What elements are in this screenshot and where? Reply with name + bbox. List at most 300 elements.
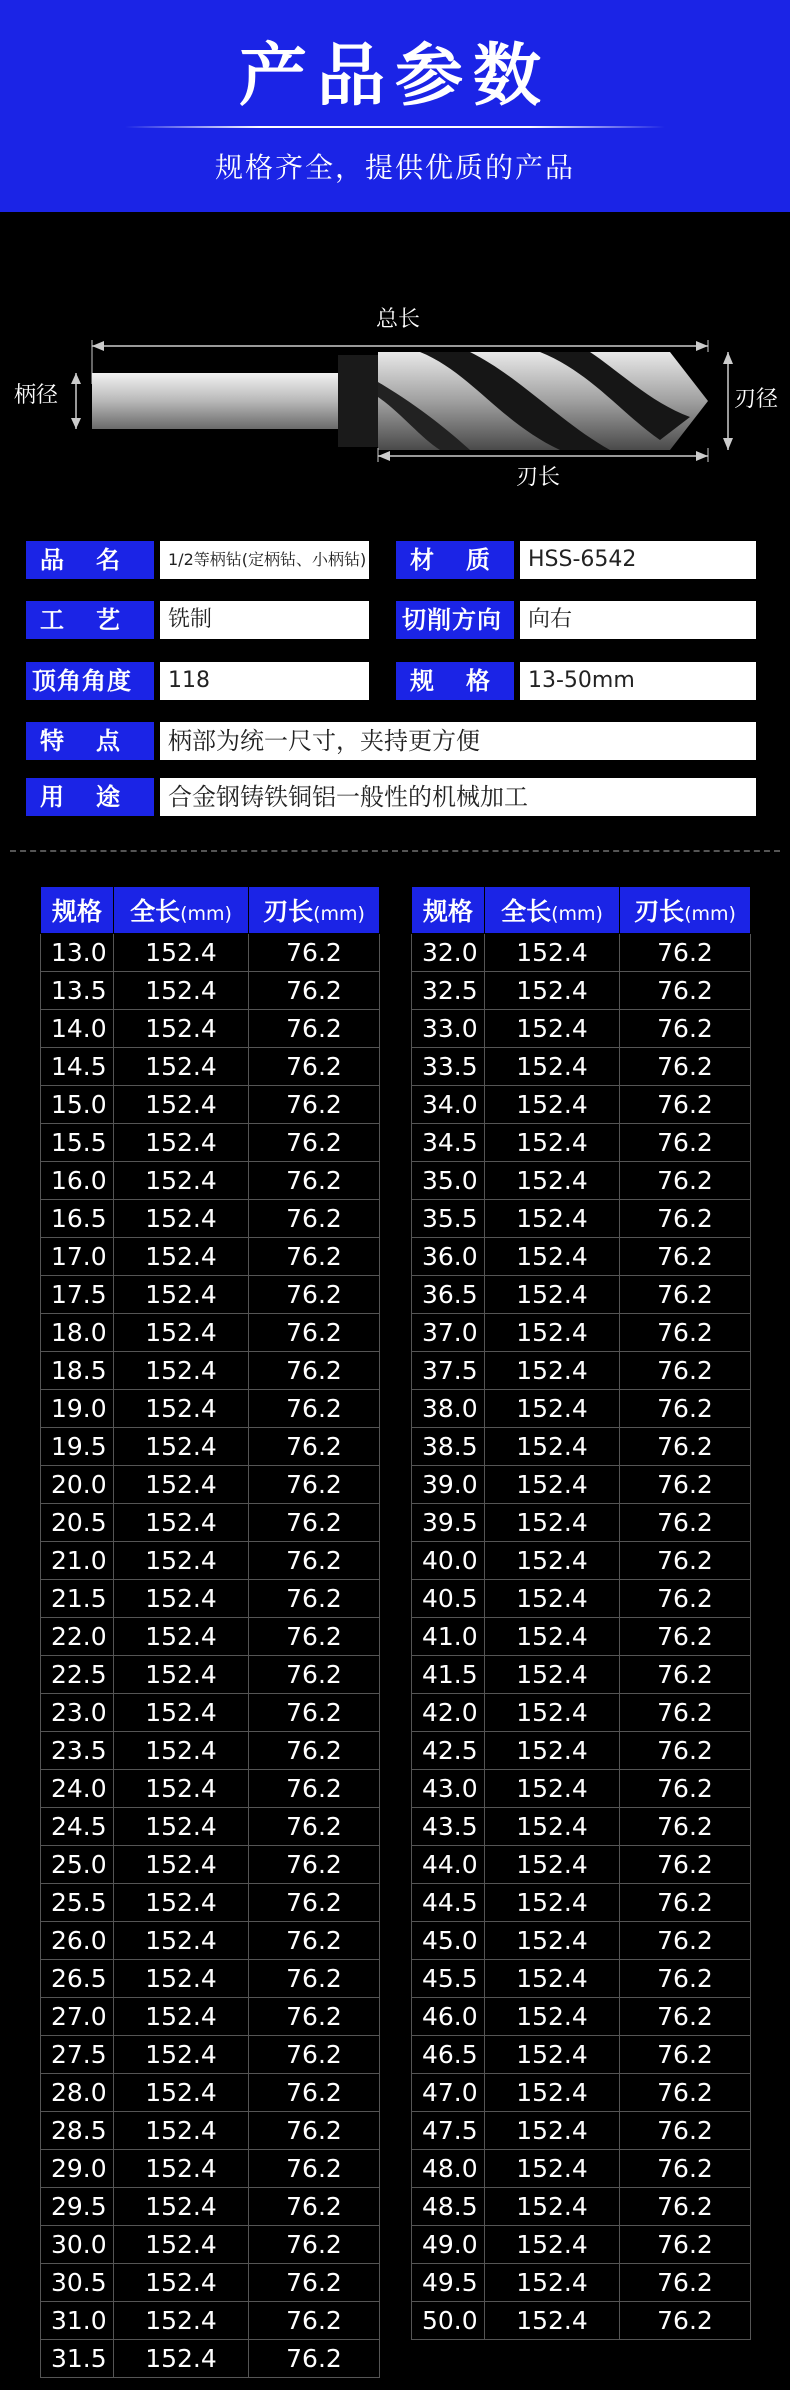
cell-spec: 28.5	[41, 2112, 114, 2150]
cell-total-length: 152.4	[114, 2036, 249, 2074]
cell-spec: 32.0	[412, 934, 485, 972]
cell-spec: 37.0	[412, 1314, 485, 1352]
cell-spec: 15.5	[41, 1124, 114, 1162]
table-row	[412, 2302, 751, 2340]
cell-blade-length: 76.2	[620, 1238, 751, 1276]
cell-total-length: 152.4	[485, 1352, 620, 1390]
table-row	[412, 1656, 751, 1694]
cell-blade-length: 76.2	[249, 934, 380, 972]
cell-spec: 29.0	[41, 2150, 114, 2188]
table-row	[412, 1884, 751, 1922]
cell-total-length: 152.4	[114, 2112, 249, 2150]
table-row	[41, 1884, 380, 1922]
spec-label: 顶角角度	[26, 662, 154, 700]
col-header-total	[114, 887, 249, 934]
cell-total-length: 152.4	[485, 1010, 620, 1048]
cell-spec: 45.5	[412, 1960, 485, 1998]
cell-total-length: 152.4	[485, 1732, 620, 1770]
cell-spec: 27.5	[41, 2036, 114, 2074]
table-row	[412, 1466, 751, 1504]
cell-total-length: 152.4	[114, 1124, 249, 1162]
cell-total-length: 152.4	[114, 2302, 249, 2340]
cell-total-length: 152.4	[114, 1846, 249, 1884]
table-row	[412, 934, 751, 972]
cell-total-length: 152.4	[114, 1922, 249, 1960]
table-row	[41, 1352, 380, 1390]
cell-total-length: 152.4	[114, 1770, 249, 1808]
cell-spec: 43.5	[412, 1808, 485, 1846]
cell-blade-length: 76.2	[249, 1770, 380, 1808]
table-row	[412, 2036, 751, 2074]
table-row	[412, 2188, 751, 2226]
table-row	[412, 1580, 751, 1618]
cell-spec: 43.0	[412, 1770, 485, 1808]
table-row	[41, 1542, 380, 1580]
cell-blade-length: 76.2	[249, 1656, 380, 1694]
table-row	[412, 2074, 751, 2112]
spec-value: 118	[160, 662, 369, 700]
table-row	[41, 1846, 380, 1884]
spec-value: 合金钢铸铁铜铝一般性的机械加工	[160, 778, 756, 816]
col-header-blade	[620, 887, 751, 934]
cell-blade-length: 76.2	[249, 1390, 380, 1428]
cell-spec: 37.5	[412, 1352, 485, 1390]
cell-spec: 25.5	[41, 1884, 114, 1922]
cell-blade-length: 76.2	[620, 1466, 751, 1504]
cell-spec: 16.0	[41, 1162, 114, 1200]
cell-blade-length: 76.2	[620, 1276, 751, 1314]
table-row	[41, 934, 380, 972]
cell-total-length: 152.4	[114, 1618, 249, 1656]
table-row	[41, 2226, 380, 2264]
cell-total-length: 152.4	[485, 2188, 620, 2226]
table-row	[41, 1466, 380, 1504]
cell-spec: 46.0	[412, 1998, 485, 2036]
table-row	[41, 2188, 380, 2226]
cell-spec: 23.0	[41, 1694, 114, 1732]
cell-total-length: 152.4	[114, 2226, 249, 2264]
cell-spec: 46.5	[412, 2036, 485, 2074]
spec-value: 柄部为统一尺寸，夹持更方便	[160, 722, 756, 760]
cell-total-length: 152.4	[114, 1352, 249, 1390]
table-row	[41, 972, 380, 1010]
cell-spec: 42.5	[412, 1732, 485, 1770]
cell-total-length: 152.4	[114, 2264, 249, 2302]
cell-total-length: 152.4	[114, 1580, 249, 1618]
cell-total-length: 152.4	[485, 1618, 620, 1656]
cell-total-length: 152.4	[114, 1200, 249, 1238]
spec-row-feature	[26, 722, 756, 760]
cell-blade-length: 76.2	[620, 2112, 751, 2150]
cell-blade-length: 76.2	[620, 1352, 751, 1390]
col-header-unit: (mm)	[313, 903, 365, 925]
cell-total-length: 152.4	[485, 1086, 620, 1124]
cell-total-length: 152.4	[114, 1314, 249, 1352]
drill-illustration	[0, 212, 790, 512]
cell-blade-length: 76.2	[620, 1770, 751, 1808]
spec-row-process	[26, 601, 369, 639]
cell-total-length: 152.4	[114, 2188, 249, 2226]
spec-label: 品 名	[26, 541, 154, 579]
cell-total-length: 152.4	[485, 1390, 620, 1428]
col-header-unit: (mm)	[180, 903, 232, 925]
table-row	[41, 1732, 380, 1770]
table-row	[412, 1960, 751, 1998]
cell-blade-length: 76.2	[249, 1124, 380, 1162]
blade-diameter-label: 刃径	[734, 387, 779, 412]
table-row	[412, 1808, 751, 1846]
cell-spec: 36.0	[412, 1238, 485, 1276]
page-title: 产品参数	[238, 37, 551, 116]
table-row	[41, 2074, 380, 2112]
size-table-right	[411, 886, 751, 2340]
spec-row-angle	[26, 662, 369, 700]
col-header-unit: (mm)	[551, 903, 603, 925]
cell-spec: 35.0	[412, 1162, 485, 1200]
table-row	[412, 1846, 751, 1884]
cell-spec: 47.0	[412, 2074, 485, 2112]
table-row	[41, 1770, 380, 1808]
cell-spec: 29.5	[41, 2188, 114, 2226]
cell-spec: 47.5	[412, 2112, 485, 2150]
table-row	[412, 1352, 751, 1390]
cell-blade-length: 76.2	[620, 1884, 751, 1922]
table-row	[41, 1124, 380, 1162]
table-row	[41, 1428, 380, 1466]
table-row	[412, 1124, 751, 1162]
table-row	[412, 972, 751, 1010]
cell-blade-length: 76.2	[249, 1428, 380, 1466]
cell-spec: 18.0	[41, 1314, 114, 1352]
header-banner	[0, 0, 790, 212]
cell-total-length: 152.4	[485, 1960, 620, 1998]
cell-total-length: 152.4	[485, 1770, 620, 1808]
table-row	[412, 1998, 751, 2036]
cell-spec: 42.0	[412, 1694, 485, 1732]
table-row	[412, 1314, 751, 1352]
cell-total-length: 152.4	[485, 1048, 620, 1086]
cell-total-length: 152.4	[485, 1922, 620, 1960]
cell-spec: 39.0	[412, 1466, 485, 1504]
cell-blade-length: 76.2	[620, 1998, 751, 2036]
cell-total-length: 152.4	[485, 1998, 620, 2036]
table-row	[412, 1504, 751, 1542]
cell-spec: 35.5	[412, 1200, 485, 1238]
table-row	[412, 1732, 751, 1770]
cell-spec: 32.5	[412, 972, 485, 1010]
col-header-blade-text: 刃长	[263, 897, 314, 926]
cell-spec: 14.0	[41, 1010, 114, 1048]
cell-spec: 26.5	[41, 1960, 114, 1998]
table-row	[41, 2302, 380, 2340]
cell-blade-length: 76.2	[249, 1010, 380, 1048]
table-row	[41, 1960, 380, 1998]
table-row	[41, 1618, 380, 1656]
cell-total-length: 152.4	[114, 1998, 249, 2036]
cell-blade-length: 76.2	[620, 934, 751, 972]
cell-spec: 41.5	[412, 1656, 485, 1694]
cell-blade-length: 76.2	[249, 1238, 380, 1276]
col-header-total-text: 全长	[501, 897, 552, 926]
cell-blade-length: 76.2	[620, 1656, 751, 1694]
section-divider	[10, 850, 780, 852]
cell-blade-length: 76.2	[249, 1960, 380, 1998]
table-row	[41, 1314, 380, 1352]
cell-total-length: 152.4	[485, 1276, 620, 1314]
cell-blade-length: 76.2	[249, 1542, 380, 1580]
cell-blade-length: 76.2	[249, 1808, 380, 1846]
cell-blade-length: 76.2	[249, 1694, 380, 1732]
cell-total-length: 152.4	[485, 2264, 620, 2302]
table-row	[41, 2112, 380, 2150]
cell-spec: 24.0	[41, 1770, 114, 1808]
table-row	[41, 1048, 380, 1086]
cell-blade-length: 76.2	[620, 1010, 751, 1048]
spec-row-size	[396, 662, 756, 700]
cell-total-length: 152.4	[114, 934, 249, 972]
cell-blade-length: 76.2	[249, 1580, 380, 1618]
cell-spec: 26.0	[41, 1922, 114, 1960]
cell-blade-length: 76.2	[620, 2074, 751, 2112]
cell-total-length: 152.4	[114, 1390, 249, 1428]
cell-blade-length: 76.2	[249, 2302, 380, 2340]
cell-spec: 38.0	[412, 1390, 485, 1428]
cell-blade-length: 76.2	[249, 1504, 380, 1542]
cell-total-length: 152.4	[485, 1694, 620, 1732]
page-subtitle: 规格齐全，提供优质的产品	[214, 151, 575, 184]
col-header-spec: 规格	[41, 887, 114, 934]
table-row	[412, 1694, 751, 1732]
cell-spec: 36.5	[412, 1276, 485, 1314]
cell-spec: 15.0	[41, 1086, 114, 1124]
cell-blade-length: 76.2	[620, 1960, 751, 1998]
cell-spec: 21.5	[41, 1580, 114, 1618]
cell-total-length: 152.4	[485, 2150, 620, 2188]
cell-spec: 30.0	[41, 2226, 114, 2264]
cell-blade-length: 76.2	[620, 1808, 751, 1846]
cell-blade-length: 76.2	[620, 2150, 751, 2188]
col-header-blade-text: 刃长	[634, 897, 685, 926]
table-row	[41, 1694, 380, 1732]
cell-blade-length: 76.2	[620, 2302, 751, 2340]
cell-blade-length: 76.2	[249, 1922, 380, 1960]
cell-blade-length: 76.2	[620, 1124, 751, 1162]
cell-spec: 18.5	[41, 1352, 114, 1390]
table-row	[412, 2112, 751, 2150]
cell-total-length: 152.4	[114, 1162, 249, 1200]
cell-total-length: 152.4	[485, 1162, 620, 1200]
table-row	[412, 1086, 751, 1124]
cell-spec: 25.0	[41, 1846, 114, 1884]
cell-total-length: 152.4	[485, 2302, 620, 2340]
cell-spec: 41.0	[412, 1618, 485, 1656]
cell-spec: 20.0	[41, 1466, 114, 1504]
cell-blade-length: 76.2	[249, 1884, 380, 1922]
table-row	[41, 1086, 380, 1124]
cell-spec: 16.5	[41, 1200, 114, 1238]
cell-blade-length: 76.2	[249, 1466, 380, 1504]
table-row	[41, 1162, 380, 1200]
spec-label: 切削方向	[396, 601, 514, 639]
cell-blade-length: 76.2	[249, 2150, 380, 2188]
cell-blade-length: 76.2	[249, 1618, 380, 1656]
table-row	[41, 2150, 380, 2188]
table-row	[41, 1238, 380, 1276]
cell-spec: 13.0	[41, 934, 114, 972]
spec-label: 工 艺	[26, 601, 154, 639]
cell-spec: 23.5	[41, 1732, 114, 1770]
cell-blade-length: 76.2	[249, 2188, 380, 2226]
table-row	[41, 1390, 380, 1428]
cell-total-length: 152.4	[485, 1124, 620, 1162]
table-row	[41, 1010, 380, 1048]
cell-blade-length: 76.2	[249, 2340, 380, 2378]
table-row	[41, 1656, 380, 1694]
cell-blade-length: 76.2	[620, 1922, 751, 1960]
cell-total-length: 152.4	[485, 972, 620, 1010]
cell-spec: 38.5	[412, 1428, 485, 1466]
table-row	[41, 1504, 380, 1542]
cell-spec: 44.5	[412, 1884, 485, 1922]
col-header-unit: (mm)	[684, 903, 736, 925]
spec-value: 向右	[520, 601, 756, 639]
table-row	[41, 1580, 380, 1618]
cell-total-length: 152.4	[485, 934, 620, 972]
spec-label: 材 质	[396, 541, 514, 579]
table-row	[412, 1922, 751, 1960]
cell-blade-length: 76.2	[620, 1314, 751, 1352]
cell-spec: 31.5	[41, 2340, 114, 2378]
cell-total-length: 152.4	[114, 1808, 249, 1846]
spec-value: 铣制	[160, 601, 369, 639]
cell-total-length: 152.4	[114, 1656, 249, 1694]
size-table-left	[40, 886, 380, 2378]
cell-spec: 50.0	[412, 2302, 485, 2340]
cell-blade-length: 76.2	[249, 1998, 380, 2036]
cell-total-length: 152.4	[114, 1276, 249, 1314]
table-row	[412, 1618, 751, 1656]
cell-total-length: 152.4	[114, 1086, 249, 1124]
cell-spec: 49.0	[412, 2226, 485, 2264]
spec-label: 用 途	[26, 778, 154, 816]
spec-value: 13-50mm	[520, 662, 756, 700]
cell-total-length: 152.4	[485, 1846, 620, 1884]
cell-total-length: 152.4	[485, 1580, 620, 1618]
cell-spec: 34.5	[412, 1124, 485, 1162]
cell-spec: 28.0	[41, 2074, 114, 2112]
col-header-blade	[249, 887, 380, 934]
cell-spec: 31.0	[41, 2302, 114, 2340]
cell-blade-length: 76.2	[249, 1276, 380, 1314]
cell-total-length: 152.4	[114, 1466, 249, 1504]
cell-spec: 33.5	[412, 1048, 485, 1086]
cell-spec: 33.0	[412, 1010, 485, 1048]
table-row	[412, 1428, 751, 1466]
cell-total-length: 152.4	[485, 2036, 620, 2074]
cell-blade-length: 76.2	[249, 1200, 380, 1238]
table-row	[412, 2264, 751, 2302]
cell-total-length: 152.4	[485, 2226, 620, 2264]
cell-total-length: 152.4	[485, 1656, 620, 1694]
cell-total-length: 152.4	[114, 1238, 249, 1276]
cell-spec: 22.0	[41, 1618, 114, 1656]
cell-total-length: 152.4	[114, 1428, 249, 1466]
spec-value: 1/2等柄钻(定柄钻、小柄钻)	[160, 541, 369, 579]
blade-length-label: 刃长	[516, 465, 561, 490]
cell-total-length: 152.4	[485, 2112, 620, 2150]
cell-spec: 34.0	[412, 1086, 485, 1124]
cell-total-length: 152.4	[114, 1542, 249, 1580]
col-header-spec: 规格	[412, 887, 485, 934]
cell-spec: 17.5	[41, 1276, 114, 1314]
cell-total-length: 152.4	[114, 1504, 249, 1542]
table-row	[412, 1542, 751, 1580]
cell-blade-length: 76.2	[620, 1200, 751, 1238]
cell-blade-length: 76.2	[249, 1732, 380, 1770]
cell-blade-length: 76.2	[620, 1504, 751, 1542]
spec-label: 特 点	[26, 722, 154, 760]
cell-blade-length: 76.2	[620, 1162, 751, 1200]
cell-spec: 13.5	[41, 972, 114, 1010]
cell-spec: 40.0	[412, 1542, 485, 1580]
table-row	[412, 1390, 751, 1428]
cell-total-length: 152.4	[485, 1542, 620, 1580]
cell-total-length: 152.4	[114, 2150, 249, 2188]
cell-total-length: 152.4	[114, 2074, 249, 2112]
table-row	[412, 1276, 751, 1314]
table-row	[41, 1922, 380, 1960]
spec-row-material	[396, 541, 756, 579]
cell-blade-length: 76.2	[620, 972, 751, 1010]
col-header-total-text: 全长	[130, 897, 181, 926]
cell-total-length: 152.4	[485, 1314, 620, 1352]
cell-total-length: 152.4	[485, 1466, 620, 1504]
spec-row-direction	[396, 601, 756, 639]
drill-diagram	[0, 212, 790, 512]
cell-total-length: 152.4	[114, 1732, 249, 1770]
cell-blade-length: 76.2	[620, 1846, 751, 1884]
cell-spec: 17.0	[41, 1238, 114, 1276]
title-divider	[125, 126, 665, 128]
cell-spec: 40.5	[412, 1580, 485, 1618]
cell-total-length: 152.4	[114, 1884, 249, 1922]
cell-total-length: 152.4	[485, 1504, 620, 1542]
cell-blade-length: 76.2	[620, 1048, 751, 1086]
spec-row-name	[26, 541, 369, 579]
cell-spec: 22.5	[41, 1656, 114, 1694]
cell-total-length: 152.4	[114, 1694, 249, 1732]
table-row	[41, 2340, 380, 2378]
table-row	[41, 1276, 380, 1314]
cell-blade-length: 76.2	[249, 1162, 380, 1200]
cell-total-length: 152.4	[114, 1048, 249, 1086]
table-row	[412, 1238, 751, 1276]
cell-total-length: 152.4	[485, 1808, 620, 1846]
table-row	[412, 2150, 751, 2188]
cell-spec: 19.5	[41, 1428, 114, 1466]
cell-spec: 21.0	[41, 1542, 114, 1580]
table-row	[412, 1162, 751, 1200]
cell-blade-length: 76.2	[620, 1086, 751, 1124]
cell-blade-length: 76.2	[620, 2036, 751, 2074]
cell-spec: 39.5	[412, 1504, 485, 1542]
cell-blade-length: 76.2	[620, 1618, 751, 1656]
table-row	[41, 2036, 380, 2074]
table-row	[412, 2226, 751, 2264]
table-row	[412, 1770, 751, 1808]
cell-spec: 20.5	[41, 1504, 114, 1542]
cell-total-length: 152.4	[114, 2340, 249, 2378]
